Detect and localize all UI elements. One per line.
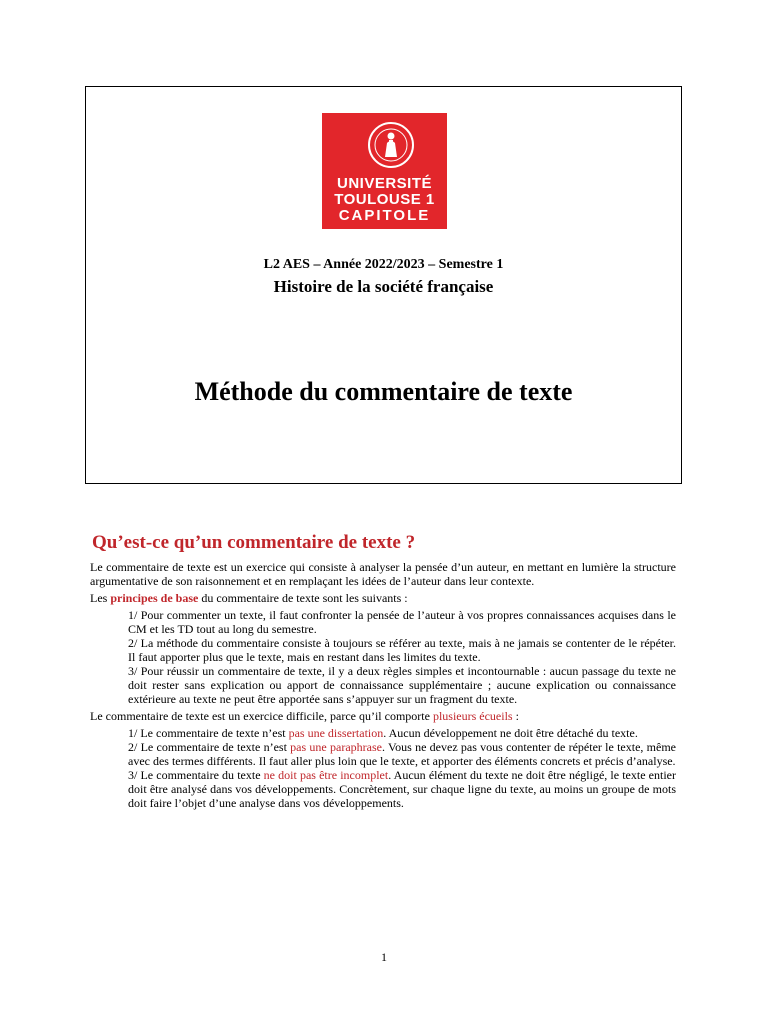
logo-text-line1: UNIVERSITÉ [336,175,432,192]
principles-highlight: principes de base [110,591,199,605]
document-title: Méthode du commentaire de texte [194,377,573,406]
pitfall-after: . Aucun développement ne doit être détaché du texte. [383,726,638,740]
pitfall-before: 3/ Le commentaire du texte [128,768,264,782]
pitfall-after: . Aucun élément du texte ne doit être négligé, le texte entier doit être analysé dans vos développements. Concrètement, sur chaque ligne du texte, au moins un groupe de mots doit faire l’objet d’une analyse dans vos développements. [128,768,676,810]
pitfall-highlight: pas une paraphrase [290,740,382,754]
intro-paragraph: Le commentaire de texte est un exercice qui consiste à analyser la pensée d’un auteur, en mettant en lumière la structure argumentative de son raisonnement et en remplaçant les idées de l’auteur dans leur contexte. [90,560,676,588]
cover-box [85,86,682,484]
pitfalls-intro [90,709,676,723]
course-info: L2 AES – Année 2022/2023 – Semestre 1 [263,257,504,272]
principles-after: du commentaire de texte sont les suivants : [198,591,408,605]
pitfalls-before: Le commentaire de texte est un exercice difficile, parce qu’il comporte [90,709,433,723]
pitfall-before: 2/ Le commentaire de texte n’est [128,740,291,754]
main-content [90,532,676,810]
logo-text-line3: CAPITOLE [338,207,431,224]
section-heading: Qu’est-ce qu’un commentaire de texte ? [92,532,416,553]
principle-item: 1/ Pour commenter un texte, il faut confronter la pensée de l’auteur à vos propres connaissances acquises dans le CM et les TD tout au long du semestre. [128,608,676,636]
principle-item: 3/ Pour réussir un commentaire de texte, il y a deux règles simples et incontournable : aucun passage du texte ne doit rester sans explication ou apport de connaissance supplémentaire ; aucune explication ou connaissance extérieure au texte ne peut être apportée sans s’appuyer sur un fragment du texte. [128,664,676,706]
page-number: 1 [381,950,387,964]
pitfalls-highlight: plusieurs écueils [432,709,513,723]
pitfall-item [128,726,676,740]
principles-intro [90,591,676,605]
pitfall-highlight: pas une dissertation [288,726,384,740]
principles-before: Les [90,591,111,605]
pitfalls-after: : [512,709,519,723]
pitfall-before: 1/ Le commentaire de texte n’est [128,726,289,740]
principle-item: 2/ La méthode du commentaire consiste à toujours se référer au texte, mais à ne jamais se contenter de le répéter. Il faut apporter plus que le texte, mais en restant dans les limites du texte. [128,636,676,664]
pitfall-after: . Vous ne devez pas vous contenter de répéter le texte, même avec des termes différents. Il faut aller plus loin que le texte, et apporter des éléments concrets et précis d’analyse. [128,740,676,768]
pitfall-item [128,768,676,810]
course-title: Histoire de la société française [273,277,494,296]
pitfall-highlight: ne doit pas être incomplet [263,768,389,782]
logo-text-line2: TOULOUSE 1 [334,191,435,208]
university-logo [322,113,447,229]
pitfall-item [128,740,676,768]
seal-icon [367,121,415,169]
